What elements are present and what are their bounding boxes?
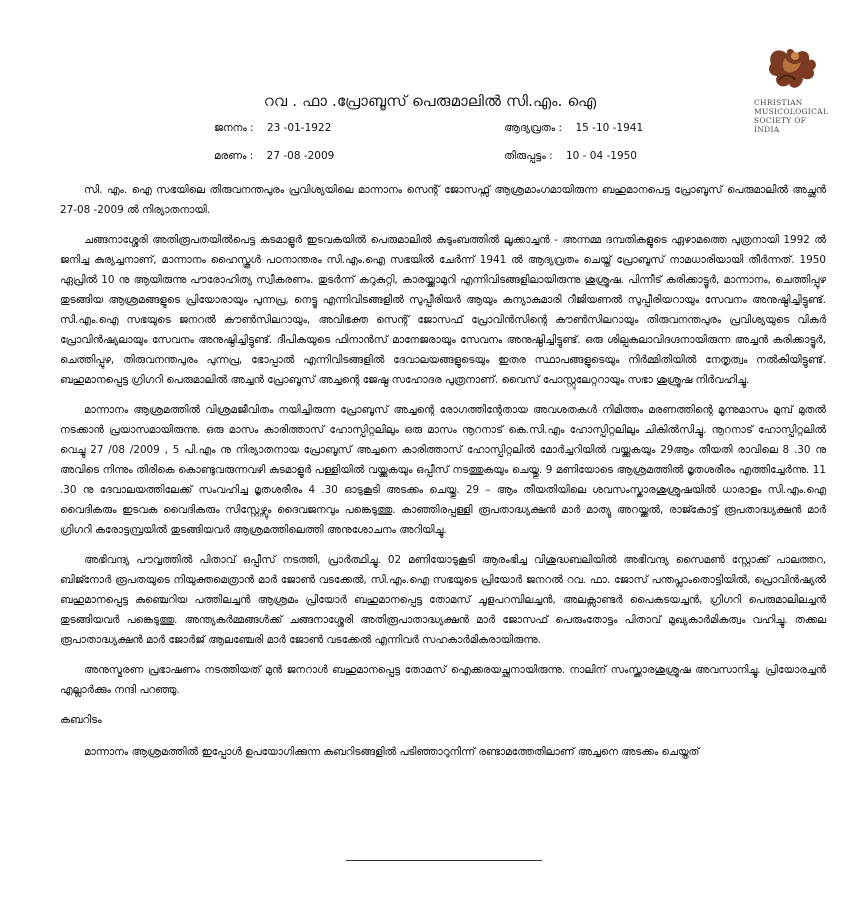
first-vows-row <box>504 122 643 135</box>
birth-row <box>214 122 331 135</box>
ordination-row <box>504 150 637 163</box>
first-vows-value: 15 -10 -1941 <box>575 122 644 134</box>
ordination-value: 10 - 04 -1950 <box>565 150 637 162</box>
obituary-body <box>60 180 826 772</box>
angel-emblem-icon <box>765 44 821 96</box>
death-value: 27 -08 -2009 <box>266 150 335 162</box>
death-label: മരണം : <box>214 150 254 162</box>
paragraph-intro: സി. എം. ഐ സഭയിലെ തിരുവനന്തപുരം പ്രവിശ്യയിലെ മാന്നാനം സെന്റ് ജോസഫ്സ് ആശ്രമാംഗമായിരുന്ന ബഹുമാനപെട്ട പ്രോബൂസ് പെരുമാലിൽ അച്ഛൻ 27-08 -2009 ൽ നിര്യാതനായി. <box>60 184 826 216</box>
logo-line-3: SOCIETY OF INDIA <box>754 116 807 134</box>
first-vows-label: ആദ്യവ്രതം : <box>504 122 563 134</box>
paragraph-memorial: അനുസ്മരണ പ്രഭാഷണം നടത്തിയത് മുൻ ജനറാൾ ബഹുമാനപ്പെട്ട തോമസ് ഐക്കരയച്ഛനായിരുന്നു. നാലിന് സംസ്ക്കാരശുശ്രൂഷ അവസാനിച്ചു. പ്രിയോരച്ചൻ എല്ലാർക്കും നന്ദി പറഞ്ഞു. <box>60 664 826 696</box>
logo-line-2: MUSICOLOGICAL <box>754 107 829 116</box>
paragraph-last-days: മാന്നാനം ആശ്രമത്തിൽ വിശ്രമജീവിതം നയിച്ചിരുന്ന പ്രോബൂസ് അച്ചന്റെ രോഗത്തിന്റേതായ അവശതകൾ നിമിത്തം മരണത്തിന്റെ മൂന്നുമാസം മുമ്പ് മുതൽ നടക്കാൻ പ്രയാസമായിരുന്നു. ഒരു മാസം കാരിത്താസ് ഹോസ്പിറ്റലിലും ഒരു മാസം നൂറനാട് കെ.സി.എം ഹോസ്പിറ്റലിലും ചികിൽസിച്ചു. നൂറനാട് ഹോസ്പിറ്റലിൽ വെച്ചു 27 /08 /2009 , 5 പി.എം നു നിര്യാതനായ പ്രോബൂസ് അച്ചനെ കാരിത്താസ് ഹോസ്പിറ്റലിൽ മോർച്ചറിയിൽ വയ്ക്കുകയും 29ആം തീയതി രാവിലെ 8 .30 നു അവിടെ നിന്നും തിരികെ കൊണ്ടുവരുന്നവഴി കുടമാളൂർ പള്ളിയിൽ വയ്ക്കുകയും ഒപ്പീസ് നടത്തുകയും ചെയ്തു. 9 മണിയോടെ ആശ്രമത്തിൽ മൃതശരീരം എത്തിച്ചേർന്നു. 11 .30 നു ദേവാലയത്തിലേക്ക് സംവഹിച്ച മൃതശരീരം 4 .30 ഓടുകൂടി അടക്കം ചെയ്തു. 29 – ആം തീയതിയിലെ ശവസംസ്കാരശുശ്രുഷയിൽ ധാരാളം സി.എം.ഐ വൈദികരും ഇടവക വൈദികരും സിസ്റ്റേഴ്സും ദൈവജനവും പങ്കെടുത്തു. കാഞ്ഞിരപ്പള്ളി രൂപതാദ്ധ്യക്ഷൻ മാർ മാത്യു അറയ്ക്കൽ, രാജ്കോട്ട് രൂപതാദ്ധ്യക്ഷൻ മാർ ഗ്രിഗറി കരോട്ടമ്പ്രയിൽ തുടങ്ങിയവർ ആശ്രമത്തിലെത്തി അനുശോചനം അറിയിച്ചു. <box>60 404 826 536</box>
society-logo <box>754 44 832 134</box>
ordination-label: തിരുപ്പട്ടം : <box>504 150 553 162</box>
death-row <box>214 150 334 163</box>
page-title: റവ . ഫാ .പ്രോബൂസ് പെരുമാലിൽ സി.എം. ഐ <box>263 92 597 110</box>
footer-divider <box>346 860 542 861</box>
section-heading-tomb: കബറിടം <box>60 714 102 726</box>
paragraph-funeral: അഭിവന്ദ്യ പൗവ്വത്തിൽ പിതാവ് ഒപ്പീസ് നടത്തി, പ്രാർത്ഥിച്ചു. 02 മണിയോടുകൂടി ആരംഭിച്ച വിശുദ്ധബലിയിൽ അഭിവന്ദ്യ സൈമൺ സ്റ്റോക്ക് പാലത്തറ, ബിജ്നോർ രൂപതയുടെ നിയുക്തമെത്രാൻ മാർ ജോൺ വടക്കേൽ, സി.എം.ഐ സഭയുടെ പ്രിയോർ ജനറൽ റവ. ഫാ. ജോസ് പന്തപ്ലാംതൊട്ടിയിൽ, പ്രൊവിൻഷ്യൽ ബഹുമാനപ്പെട്ട കുഞ്ചെറിയ പത്തിലച്ചൻ ആശ്രമം പ്രിയോർ ബഹുമാനപ്പെട്ട തോമസ് ചൂളപറമ്പിലച്ചൻ, അലക്സാണ്ടർ പൈകടയച്ചൻ, ഗ്രിഗറി പെരുമാലിലച്ചൻ തുടങ്ങിയവർ പങ്കെടുത്തു. അന്ത്യകർമ്മങ്ങൾക്ക് ചങ്ങനാശ്ശേരി അതിരൂപാതാദ്ധ്യക്ഷൻ മാർ ജോസഫ് പെരുംതോട്ടം പിതാവ് മുഖ്യകാർമികത്വം വഹിച്ചു. തക്കല രൂപാതാദ്ധ്യക്ഷൻ മാർ ജോർജ് ആലഞ്ചേരി മാർ ജോൺ വടക്കേൽ എന്നിവർ സഹകാർമികരായിരുന്നു. <box>60 554 826 646</box>
birth-value: 23 -01-1922 <box>266 122 332 134</box>
paragraph-tomb: മാന്നാനം ആശ്രമത്തിൽ ഇപ്പോൾ ഉപയോഗിക്കുന്ന കബറിടങ്ങളിൽ പടിഞ്ഞാറുനിന്ന് രണ്ടാമത്തേതിലാണ് അച്ചനെ അടക്കം ചെയ്തത് <box>84 746 700 758</box>
paragraph-biography: ചങ്ങനാശ്ശേരി അതിരൂപതയിൽപെട്ട കുടമാളൂർ ഇടവകയിൽ പെരുമാലിൽ കുടുംബത്തിൽ ലൂക്കാച്ചൻ - അന്നമ്മ ദമ്പതികളുടെ ഏഴാമത്തെ പുത്രനായി 1992 ൽ ജനിച്ച കുര്യച്ചനാണ്, മാന്നാനം ഹൈസ്കൂൾ പഠനാന്തരം സി.എം.ഐ സഭയിൽ ചേർന്ന് 1941 ൽ ആദ്യവ്രതം ചെയ്ത് പ്രോബൂസ് നാമധാരിയായി തീർന്നത്. 1950 ഏപ്രിൽ 10 നു ആയിരുന്നു പൗരോഹിത്യ സ്വീകരണം. തുടർന്ന് കറുകുറ്റി, കാരയ്ക്കാമുറി എന്നിവിടങ്ങളിലായിരുന്നു ശുശ്രൂഷ. പിന്നീട് കരിക്കാട്ടൂർ, മാന്നാനം, ചെത്തിപ്പുഴ തുടങ്ങിയ ആശ്രമങ്ങളുടെ പ്രിയോരായും പുന്നപ്ര, നെട്ടൂ എന്നിവിടങ്ങളിൽ സുപ്പീരിയർ ആയും കന്യാകുമാരി റീജിയണൽ സുപ്പീരിയറായും സേവനം അനുഷ്ഠിച്ചിട്ടുണ്ട്. സി.എം.ഐ സഭയുടെ ജനറൽ കൗൺസിലറായും, അവിഭക്ത സെന്റ് ജോസഫ് പ്രോവിൻസിന്റെ കൗൺസിലറായും തിരുവനന്തപുരം പ്രവിശ്യയുടെ വികർ പ്രോവിൻഷ്യലായും സേവനം അനുഷ്ഠിച്ചിട്ടുണ്ട്. ദീപികയുടെ ഫിനാൻസ് മാനേജരായും സേവനം അനുഷ്ഠിച്ചിട്ടുണ്ട്. ഒരു ശില്പകലാവിദഗ്ദനായിരുന്ന അച്ചൻ കരിക്കാട്ടൂർ, ചെത്തിപ്പുഴ, തിരുവനന്തപുരം പുന്നപ്ര, ഭോപ്പാൽ എന്നിവിടങ്ങളിൽ ദേവാലയങ്ങളുടെയും ഇതര സ്ഥാപങ്ങളുടെയും നിർമ്മിതിയിൽ നേതൃത്വം നൽകിയിട്ടുണ്ട്. ബഹുമാനപ്പെട്ട ഗ്രിഗറി പെരുമാലിൽ അച്ചൻ പ്രോബൂസ് അച്ചന്റെ ജേഷ്ഠ സഹോദര പുത്രനാണ്. വൈസ് പോസ്റ്റുലേറ്ററായും സഭാ ശുശ്രൂഷ നിർവഹിച്ചു. <box>60 234 826 386</box>
birth-label: ജനനം : <box>214 122 254 134</box>
logo-line-1: CHRISTIAN <box>754 98 803 107</box>
